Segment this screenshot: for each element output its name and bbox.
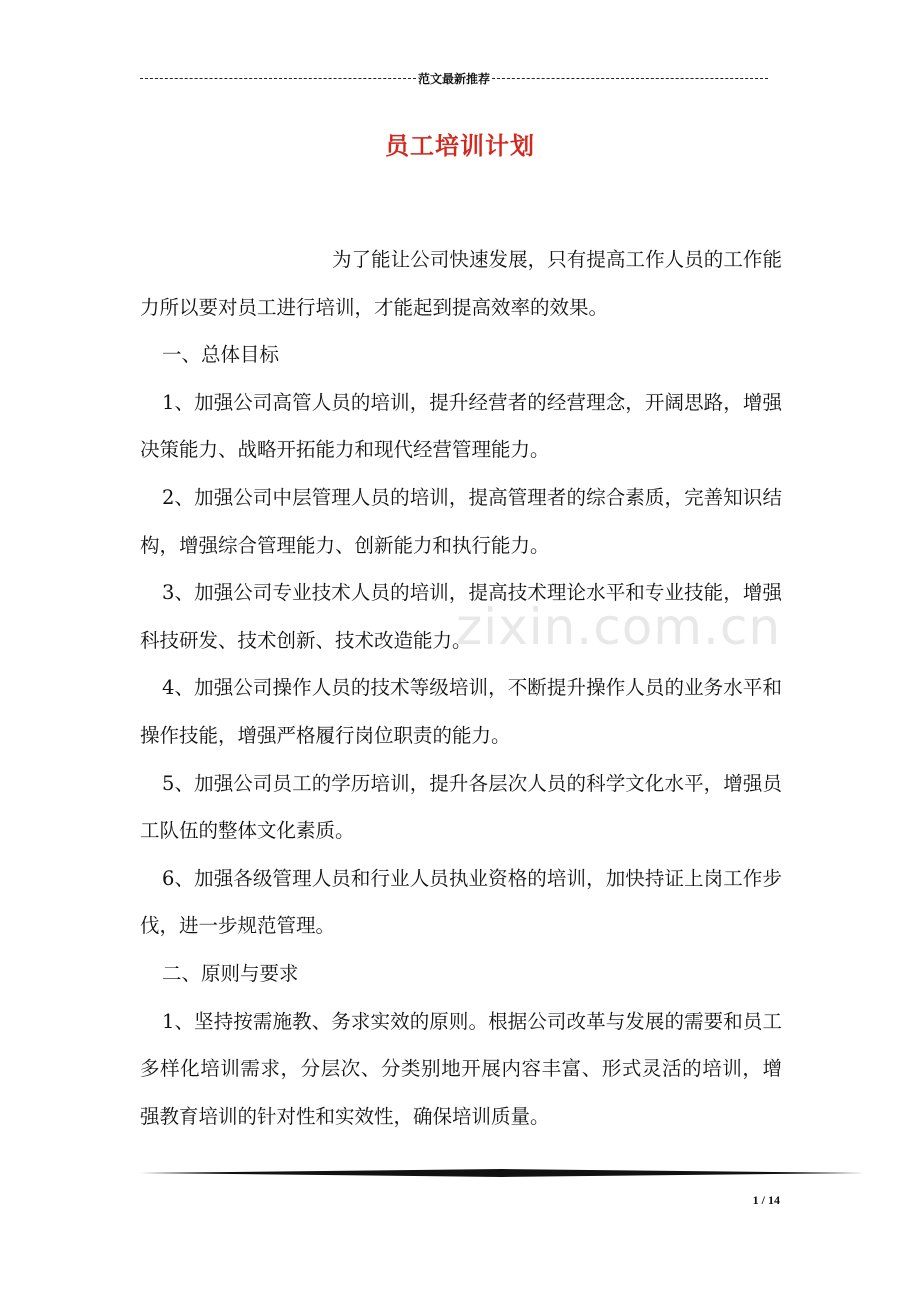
header-dash-left [140,78,416,79]
header-dash-right [492,78,768,79]
goal-item-4: 4、加强公司操作人员的技术等级培训，不断提升操作人员的业务水平和操作技能，增强严格履行岗位职责的能力。 [140,676,782,747]
page-number: 1 / 14 [752,1193,780,1207]
goal-item-3: 3、加强公司专业技术人员的培训，提高技术理论水平和专业技能，增强科技研发、技术创新、技术改造能力。 [140,581,782,652]
goal-item-6: 6、加强各级管理人员和行业人员执业资格的培训，加快持证上岗工作步伐，进一步规范管理。 [140,866,782,938]
section-heading-goals: 一、总体目标 [162,343,280,367]
header-label: 范文最新推荐 [418,71,491,86]
document-title: 员工培训计划 [385,132,535,160]
page-header [140,68,768,88]
goal-item-5: 5、加强公司员工的学历培训，提升各层次人员的科学文化水平，增强员工队伍的整体文化素质。 [140,771,782,843]
document-body [140,236,782,1140]
principle-item-1: 1、坚持按需施教、务求实效的原则。根据公司改革与发展的需要和员工多样化培训需求，分层次、分类别地开展内容丰富、形式灵活的培训，增强教育培训的针对性和实效性，确保培训质量。 [140,1009,782,1128]
intro-paragraph: 为了能让公司快速发展，只有提高工作人员的工作能力所以要对员工进行培训，才能起到提高效率的效果。 [140,248,782,319]
footer-rule [140,1168,864,1178]
goal-item-2: 2、加强公司中层管理人员的培训，提高管理者的综合素质，完善知识结构，增强综合管理能力、创新能力和执行能力。 [140,485,782,557]
goal-item-1: 1、加强公司高管人员的培训，提升经营者的经营理念，开阔思路，增强决策能力、战略开拓能力和现代经营管理能力。 [140,390,782,462]
section-heading-principles: 二、原则与要求 [162,961,299,985]
watermark: zixin.com.cn [456,598,782,656]
